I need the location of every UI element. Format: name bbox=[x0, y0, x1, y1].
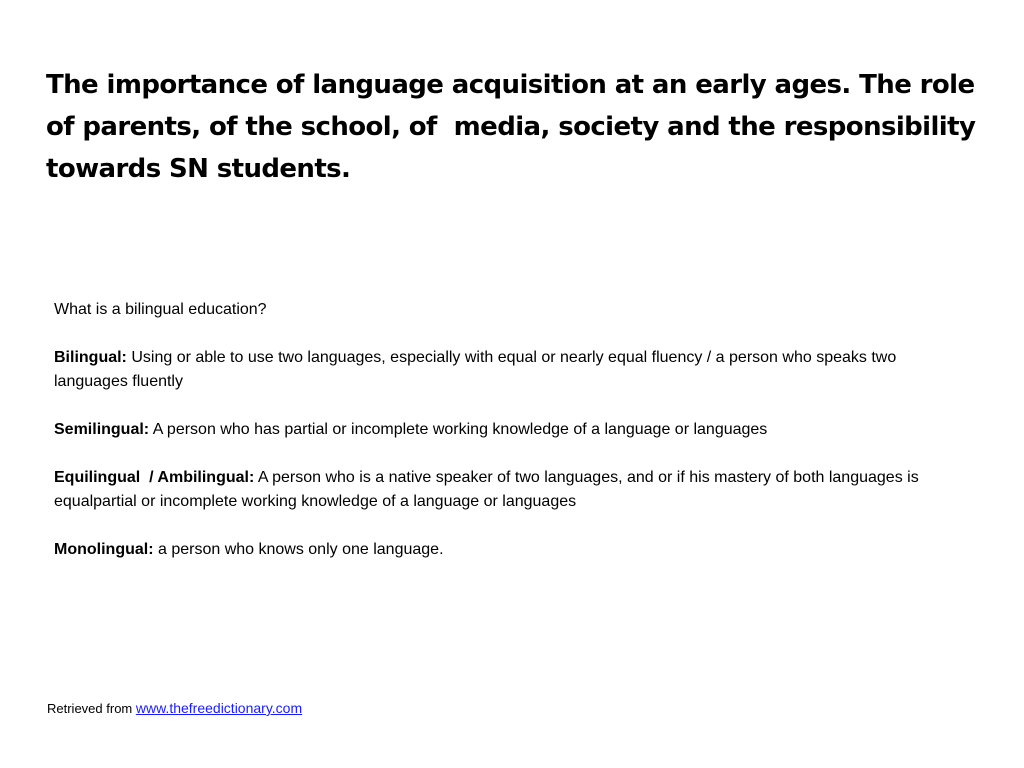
question-text: What is a bilingual education? bbox=[54, 301, 267, 318]
source-link[interactable]: www.thefreedictionary.com bbox=[135, 700, 303, 716]
definition-equilingual bbox=[54, 466, 959, 514]
definition-term: Monolingual: bbox=[54, 541, 154, 558]
definition-term: Bilingual: bbox=[54, 349, 127, 366]
definition-text: Using or able to use two languages, especially with equal or nearly equal fluency / a person who speaks two languages fluently bbox=[54, 349, 901, 390]
definition-bilingual bbox=[54, 346, 959, 394]
definition-term: Equilingual / Ambilingual: bbox=[54, 469, 255, 486]
slide-title: The importance of language acquisition at an early ages. The role of parents, of the school, of media, society and the responsibility towards SN students. bbox=[46, 70, 984, 184]
definition-term: Semilingual: bbox=[54, 421, 150, 438]
source-citation bbox=[47, 699, 302, 718]
definition-text: A person who is a native speaker of two languages, and or if his mastery of both languages is equalpartial or incomplete working knowledge of a language or languages bbox=[54, 469, 924, 510]
source-prefix: Retrieved from bbox=[47, 701, 136, 716]
definition-semilingual bbox=[54, 418, 959, 442]
definition-monolingual bbox=[54, 538, 959, 562]
definition-text: A person who has partial or incomplete working knowledge of a language or languages bbox=[149, 421, 768, 438]
slide-body bbox=[54, 298, 959, 562]
definition-text: a person who knows only one language. bbox=[153, 541, 444, 558]
